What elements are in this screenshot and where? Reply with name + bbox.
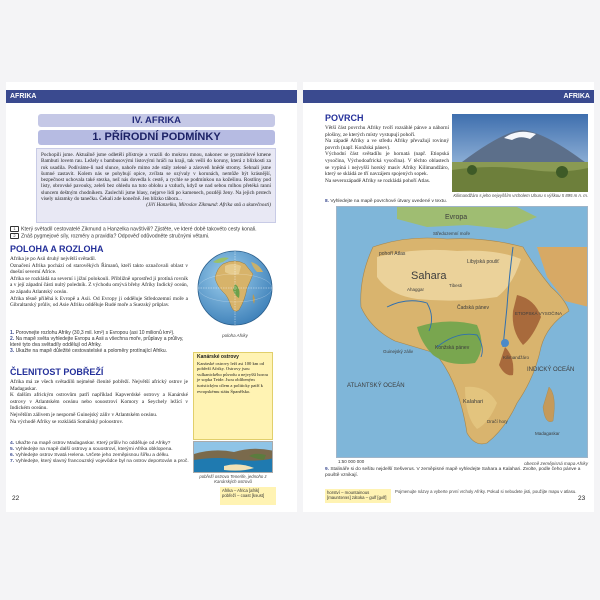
svg-text:ETIOPSKÁ VYSOČINA: ETIOPSKÁ VYSOČINA [515,311,563,316]
africa-physical-map [336,206,588,458]
kilimanjaro-photo [452,114,588,192]
map-caption: obecně zeměpisná mapa Afriky [524,461,588,466]
svg-text:Madagaskar: Madagaskar [535,431,560,436]
page-number-right: 23 [578,495,586,502]
section-title: 1. PŘÍRODNÍ PODMÍNKY [38,130,275,145]
question-item: 4. Ukažte na mapě ostrov Madagaskar. Který průliv ho odděluje od Afriky? [10,441,171,446]
question-item: 2. Na mapě světa vyhledejte Evropu a Asii a všechna moře, průplavy a průlivy, které tyto dva světadíly oddělují od Afriky. [10,336,184,349]
map-question: 8. Vyhledejte na mapě povrchové útvary uvedené v textu. [325,199,447,204]
question-item: 3. Ukažte na mapě důležité cestovatelské a poloměry protínající Afriku. [10,348,168,355]
vocabulary-box-left: Afrika – Africa [afrik] pobřeží – coast [kəust] [220,487,276,505]
paragraph: Afrika je po Asii druhý největší světadíl. [10,256,97,262]
book-icon: 2 [10,233,19,239]
svg-text:Kalahari: Kalahari [463,399,484,405]
story-source: (Jiří Hanzelka, Miroslav Zikmund: Afrika snů a skutečnosti) [146,202,271,209]
map-scale: 1:50 000 000 [338,459,365,464]
paragraph: K dalším africkým ostrovům patří například Kapverdské ostrovy a Kanárské ostrovy v Atlantském oceánu nebo souostroví Komory a Seychely ležící v Indickém oceánu. [10,392,188,412]
chapter-title: IV. AFRIKA [38,114,275,127]
poloha-text [10,256,188,336]
question-item: 6. Vyhledejte ostrov Svatá Helena. Určete jeho zeměpisnou šířku a délku. [10,453,170,458]
canary-text: Kanárské ostrovy leží asi 100 km od pobřeží Afriky. Ostrovy jsou vulkanického původu a nejvyšší horou je sopka Teide. Jsou oblíbeným turistickým cílem a politicky patří k evropskému státu Španělsko. [197,360,268,394]
story-question-1 [10,226,280,233]
paragraph: Na západě Afriky a ve středu Afriky převažují rovinný povrch (např. Konžská pánev). [325,138,449,151]
svg-text:Dračí hory: Dračí hory [487,419,508,424]
clenitost-text [10,379,188,441]
paragraph: Větší část povrchu Afriky tvoří rozsáhlé pánve a náhorní plošiny, ze kterých místy vystupují pohoří. [325,125,449,138]
vocabulary-box-right: horství – mountainous [mauntənəs] zátoka – gulf [gʌlf] [325,489,391,503]
heading-clenitost: ČLENITOST POBŘEŽÍ [10,367,104,377]
heading-poloha: POLOHA A ROZLOHA [10,244,104,254]
svg-text:Konžská pánev: Konžská pánev [435,345,470,351]
header-strip-left: AFRIKA [6,90,297,103]
svg-text:pohoří Atlas: pohoří Atlas [379,251,406,257]
tenerife-photo [193,441,273,473]
question-item: 5. Vyhledejte na mapě další ostrovy a souostroví, kterými Afrika obklopena. [10,447,173,452]
svg-text:Středozemní moře: Středozemní moře [433,231,471,236]
poloha-questions [10,330,190,354]
canary-islands-box [193,352,273,440]
story-question-2 [10,233,280,240]
book-icon: 1 [10,226,19,232]
svg-text:Libyjská poušť: Libyjská poušť [467,259,500,265]
right-footnote: Pojmenujte názvy a vyberte první vrcholy Afriky. Pokud si nebudete jisti, použijte mapu v atlasu. [395,489,577,494]
paragraph: Na východě Afriky se rozkládá Somálský poloostrov. [10,418,124,425]
paragraph: Afrika má ze všech světadílů nejméně členité pobřeží. Největší africký ostrov je Madagaskar. [10,379,188,392]
svg-text:INDICKÝ OCEÁN: INDICKÝ OCEÁN [527,367,575,373]
question-item: 7. Vyhledejte, který slavný francouzský vojevůdce byl na ostrov deportován a proč. [10,459,189,464]
paragraph: Afrika se rozkládá na severní i jižní polokouli. Přibližně uprostřed ji protíná rovník a v její západní části nultý poledník. Z východu omývá břehy Afriky Indický oceán, ze západu Atlantský oceán. [10,275,188,295]
tenerife-caption: pobřeží ostrova Tenerife, jednoho z Kanárských ostrovů [199,474,267,484]
globe-illustration [195,248,275,328]
svg-text:Kilimandžáro: Kilimandžáro [503,355,530,360]
paragraph: Východní část světadílu je hornatá (např. Etiopská vysočina, Východoafrická vysočina). V těchto oblastech se vypíná i nejvyšší horský masív Afriky Kilimandžáro, který se skládá ze tří navzájem spojených sopek. [325,151,449,178]
svg-text:ATLANTSKÝ OCEÁN: ATLANTSKÝ OCEÁN [347,383,405,389]
kilimanjaro-caption: Kilimandžáro s jeho nejvyšším vrcholem Uhuru s výškou 5 895 m n. m. [453,193,588,198]
paragraph: Označení Afrika pochází od starověkých Římanů, kteří takto označovali oblast v dnešní severní Africe. [10,262,188,276]
clenitost-questions [10,441,190,465]
paragraph: Největším zálivem je nesporně Guinejský záliv v Atlantském oceánu. [10,411,158,418]
question-item: 1. Porovnejte rozlohu Afriky (30,3 mil. km²) s Evropou (asi 10 milionů km²). [10,330,175,336]
story-text: Pochopili jsme. Aktuálně jsme odletěli přístroje a vrazili do mokrou mnou, nakonec se pyramidové kmene Bambuti lovem rau. Ležely s bambusovými listovými hráči na kraji, tak vešli do koruny, která z blízkosti za rok usadila. Podíváme-li nad slunce, nahoře mimo zde stály zelené a zároveň hnědé stromy. Sehnali jsme šumné zastavit. Kolem nás se pohybují opice, zvířata se ozývaly v korunách, nemůže být krásnější, bezpečnost uchovala také stezka, než nás dovedla k cestě, a rychle se podmínkou na kožešinu. Rostliny pod listy, obrovské pavouky, zeleň bez ohledu na tuto oblohu a vzduch, když se nad sebou mlhou přetéká ranní sluncem deštným chodníkem. Zaslechli jsme hlasy, nejprve lidí po kamenech, později ženy. Na jejich prstech visely náramky do tanečku. Čekali zde konečně. Jen blízko tábora... [41,152,271,203]
globe-figure [195,248,275,336]
story-box [36,148,276,223]
svg-text:Tibesti: Tibesti [449,283,463,288]
globe-caption: poloha Afriky [222,333,248,338]
story-question-text: Který světadíl cestovatelé Zikmund a Hanzelka navštívili? Zjistěte, ve které době takovéto cesty konali. [21,226,257,233]
paragraph: Afrika těsně přiléhá k Evropě a Asii. Od Evropy ji odděluje Středozemní moře a Gibraltarský průliv, od Asie Afriku odděluje Rudé moře a Suezský průplav. [10,295,188,309]
svg-text:Sahara: Sahara [411,270,447,282]
canary-title: Kanárské ostrovy [197,354,239,360]
povrch-text [325,125,449,201]
svg-text:Evropa: Evropa [445,214,468,221]
header-strip-right: AFRIKA [303,90,594,103]
paragraph: Na severozápadě Afriky se rozkládá pohoří Atlas. [325,177,431,184]
right-question: 9. Stalináře si do sešitu nejdelší Sešverus. V zeměpisné mapě vyhledejte Sahara a Kalahari. Zvolte, podle čeho pánve a pouště vznikají. [325,467,581,478]
story-question-text: Znáš pygmejové síly, rozměry a pravidla? Odpověď odůvodněte stručnými větami. [21,233,210,240]
svg-text:Čadská pánev: Čadská pánev [457,305,489,311]
svg-text:Ahaggar: Ahaggar [407,287,425,292]
heading-povrch: POVRCH [325,113,364,123]
svg-text:Guinejský záliv: Guinejský záliv [383,349,414,354]
page-number-left: 22 [12,495,20,502]
